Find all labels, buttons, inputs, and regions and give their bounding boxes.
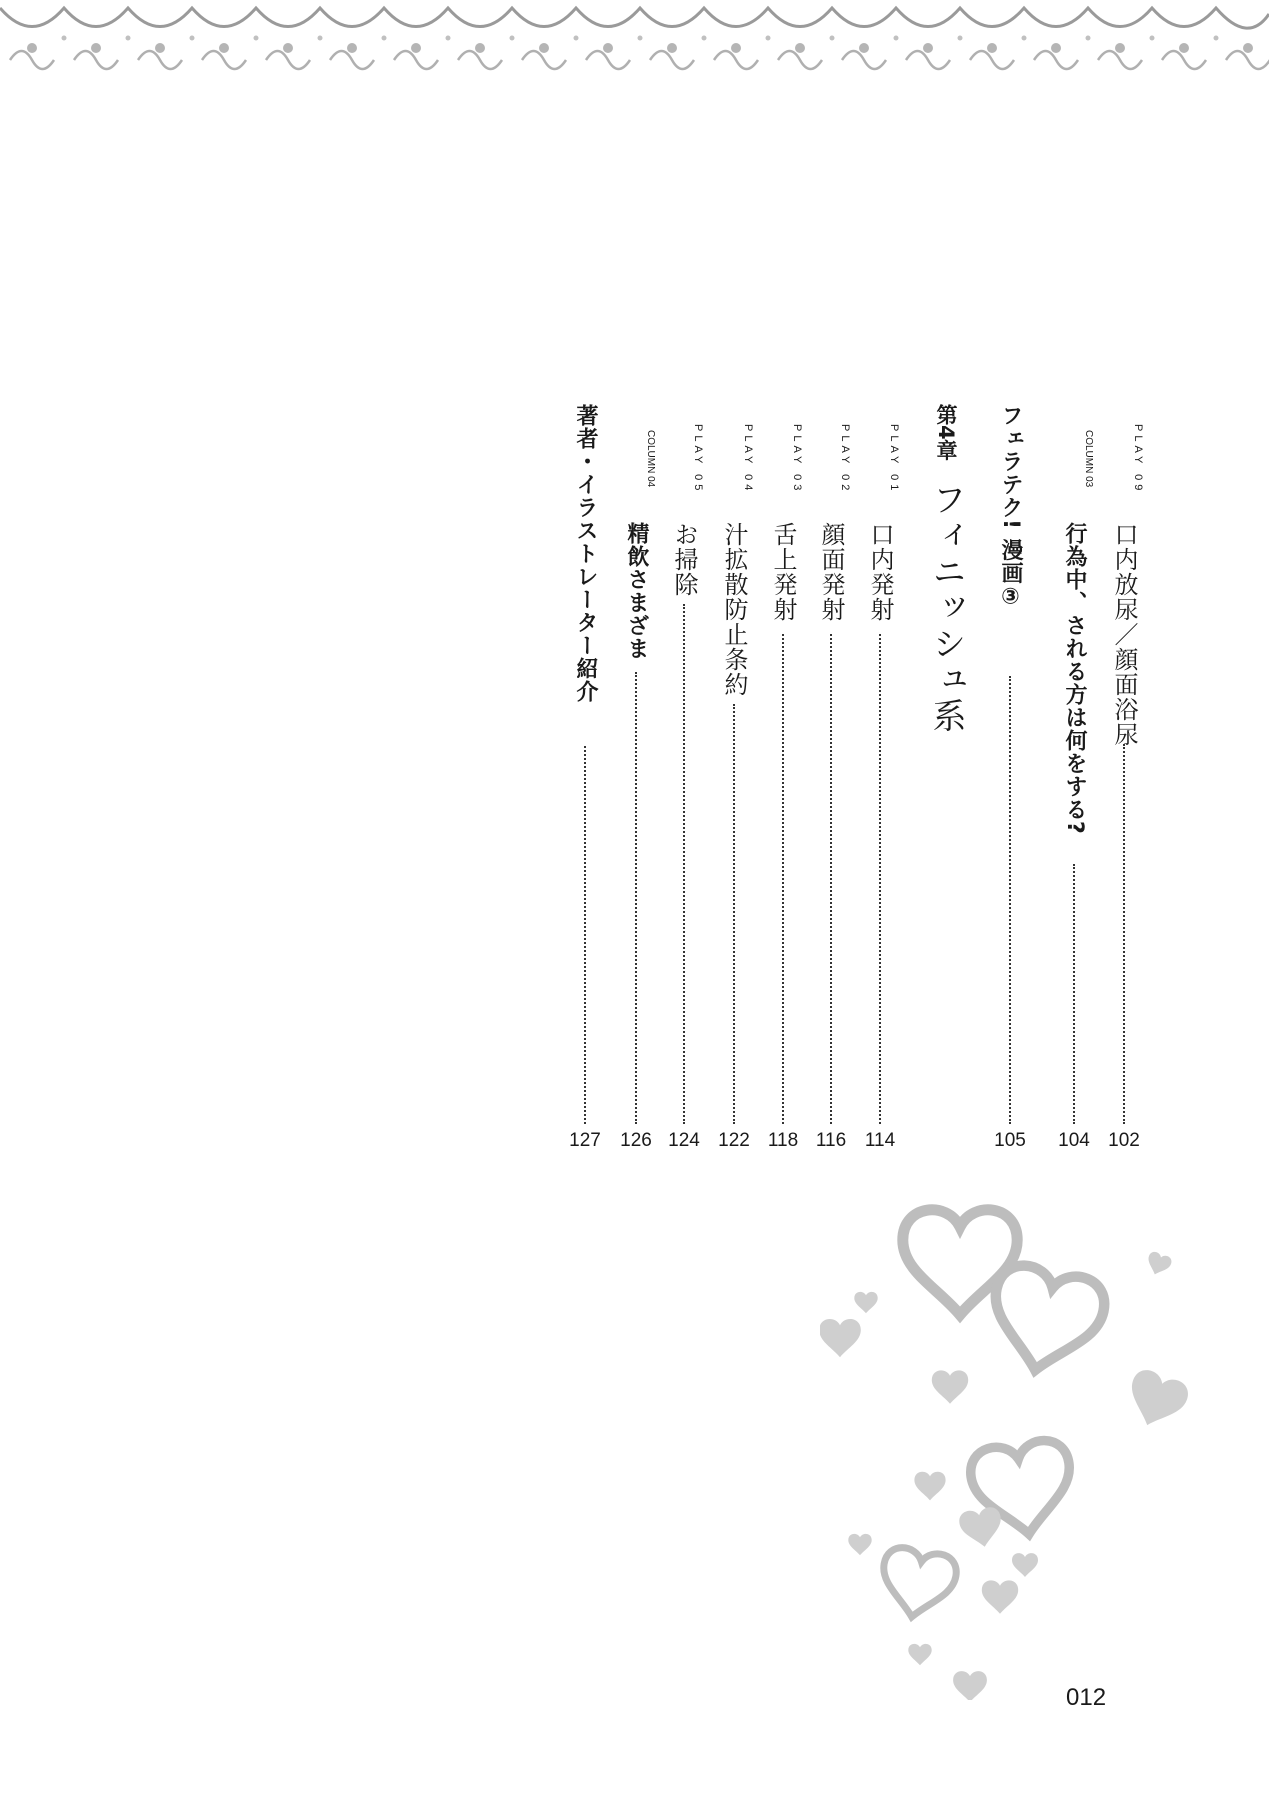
- toc-entry-label: PLAY 01: [888, 423, 900, 495]
- toc-entry-play09[interactable]: [1104, 404, 1144, 1174]
- toc-entry-title: 行為中、される方は何をする?: [1062, 522, 1087, 835]
- toc-entry-title: 著者・イラストレーター紹介: [573, 404, 598, 703]
- leader-dots: [584, 746, 586, 1124]
- leader-dots: [635, 672, 637, 1124]
- toc-entry-label: PLAY 04: [742, 423, 754, 495]
- toc-entry-title: 口内放尿／顔面浴尿: [1110, 522, 1138, 747]
- page-number: 012: [1066, 1684, 1107, 1711]
- toc-entry-label: PLAY 03: [791, 423, 803, 495]
- toc-entry-label: PLAY 02: [839, 423, 851, 495]
- toc-entry-page: 105: [994, 1130, 1026, 1151]
- toc-entry-page: 104: [1058, 1130, 1090, 1151]
- toc-entry-page: 127: [569, 1130, 601, 1151]
- toc-entry-title: 舌上発射: [769, 522, 797, 622]
- toc-entry-title: 汁拡散防止条約: [720, 522, 748, 697]
- toc-entry-column04[interactable]: [616, 404, 656, 1174]
- chapter-heading: [916, 404, 976, 804]
- chapter-title: フィニッシュ系: [926, 482, 966, 734]
- toc-entry-column03[interactable]: [1054, 404, 1094, 1174]
- chapter-number: 第4章: [934, 404, 958, 461]
- toc-entry-title: 顔面発射: [817, 522, 845, 622]
- toc-entry-manga3[interactable]: [990, 404, 1030, 1174]
- leader-dots: [1123, 744, 1125, 1124]
- hearts-decoration: [820, 1180, 1240, 1700]
- leader-dots: [733, 704, 735, 1124]
- toc-entry-title: 精飲さまざま: [624, 522, 649, 660]
- lace-border-ornament: [0, 0, 1269, 80]
- toc-entry-page: 102: [1108, 1130, 1140, 1151]
- toc-entry-page: 114: [864, 1130, 896, 1151]
- toc-entry-play04[interactable]: [714, 404, 754, 1174]
- leader-dots: [782, 634, 784, 1124]
- toc-entry-play03[interactable]: [763, 404, 803, 1174]
- toc-entry-label: COLUMN 03: [1083, 430, 1094, 488]
- toc-entry-play02[interactable]: [811, 404, 851, 1174]
- leader-dots: [683, 604, 685, 1124]
- toc-entry-authors[interactable]: [565, 404, 605, 1174]
- toc-entry-title: 口内発射: [866, 522, 894, 622]
- toc-entry-page: 118: [767, 1130, 799, 1151]
- toc-entry-page: 122: [718, 1130, 750, 1151]
- leader-dots: [1073, 864, 1075, 1124]
- toc-entry-page: 126: [620, 1130, 652, 1151]
- leader-dots: [830, 634, 832, 1124]
- toc-entry-label: PLAY 09: [1132, 423, 1144, 495]
- toc-entry-label: COLUMN 04: [645, 430, 656, 488]
- toc-entry-title: フェラテク! 漫画③: [998, 404, 1023, 611]
- toc-entry-play05[interactable]: [664, 404, 704, 1174]
- toc-entry-label: PLAY 05: [692, 423, 704, 495]
- leader-dots: [1009, 676, 1011, 1124]
- toc-entry-play01[interactable]: [860, 404, 900, 1174]
- toc-entry-page: 124: [668, 1130, 700, 1151]
- leader-dots: [879, 634, 881, 1124]
- toc-entry-title: お掃除: [670, 522, 698, 597]
- toc-entry-page: 116: [815, 1130, 847, 1151]
